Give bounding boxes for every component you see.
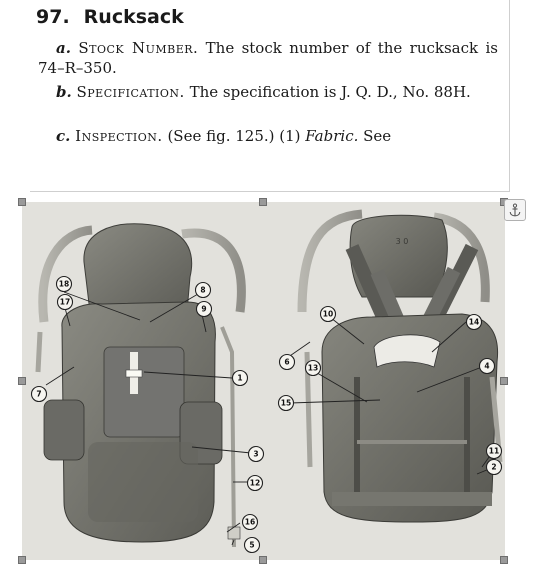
- paragraph-letter: a.: [56, 39, 71, 57]
- svg-text:18: 18: [58, 279, 70, 289]
- resize-handle-bottom-center[interactable]: [259, 556, 267, 564]
- svg-text:8: 8: [200, 285, 206, 295]
- callout-2: [487, 460, 502, 475]
- svg-text:16: 16: [244, 517, 256, 527]
- callout-7: [32, 387, 47, 402]
- svg-text:13: 13: [307, 363, 319, 373]
- paragraph-body: (See fig. 125.) (1): [167, 127, 301, 145]
- callout-9: [197, 302, 212, 317]
- resize-handle-middle-left[interactable]: [18, 377, 26, 385]
- section-heading: [36, 6, 184, 28]
- svg-text:14: 14: [468, 317, 480, 327]
- paragraph-heading: Inspection.: [75, 127, 163, 145]
- paragraph-c: [38, 126, 498, 146]
- callout-6: [280, 355, 295, 370]
- resize-handle-bottom-left[interactable]: [18, 556, 26, 564]
- svg-text:11: 11: [488, 446, 500, 456]
- resize-handle-bottom-right[interactable]: [500, 556, 508, 564]
- callout-14: [467, 315, 482, 330]
- svg-text:6: 6: [284, 357, 290, 367]
- paragraph-letter: c.: [56, 127, 71, 145]
- svg-text:5: 5: [249, 540, 255, 550]
- callout-18: [57, 277, 72, 292]
- paragraph-body: The specification is J. Q. D., No. 88H.: [189, 83, 471, 101]
- svg-text:12: 12: [249, 478, 261, 488]
- callout-17: [58, 295, 73, 310]
- callout-8: [196, 283, 211, 298]
- svg-text:10: 10: [322, 309, 334, 319]
- svg-text:4: 4: [484, 361, 490, 371]
- paragraph-b: [38, 82, 498, 102]
- flap-mark: 3 0: [395, 237, 409, 246]
- svg-text:7: 7: [36, 389, 42, 399]
- svg-text:9: 9: [201, 304, 207, 314]
- paragraph-subheading: Fabric.: [305, 127, 359, 145]
- text-frame[interactable]: [30, 0, 510, 192]
- callout-5: [245, 538, 260, 553]
- paragraph-body: The stock number of the rucksack is 74–R–350.: [38, 39, 498, 77]
- callout-11: [487, 444, 502, 459]
- anchor-glyph: [508, 203, 522, 217]
- paragraph-body: See: [363, 127, 392, 145]
- section-number: 97.: [36, 6, 70, 28]
- paragraph-a: [38, 38, 498, 78]
- anchor-icon[interactable]: [504, 199, 526, 221]
- resize-handle-top-left[interactable]: [18, 198, 26, 206]
- resize-handle-middle-right[interactable]: [500, 377, 508, 385]
- figure-image[interactable]: [22, 202, 505, 560]
- svg-text:1: 1: [237, 373, 243, 383]
- callout-3: [249, 447, 264, 462]
- svg-text:2: 2: [491, 462, 497, 472]
- paragraph-heading: Stock Number.: [78, 39, 199, 57]
- callout-16: [243, 515, 258, 530]
- callout-1: [233, 371, 248, 386]
- callout-15: [279, 396, 294, 411]
- section-title: Rucksack: [83, 6, 184, 28]
- svg-text:17: 17: [59, 297, 71, 307]
- callout-13: [306, 361, 321, 376]
- paragraph-heading: Specification.: [76, 83, 185, 101]
- callout-10: [321, 307, 336, 322]
- rucksack-photo: [22, 202, 505, 560]
- svg-text:15: 15: [280, 398, 292, 408]
- resize-handle-top-center[interactable]: [259, 198, 267, 206]
- svg-text:3: 3: [253, 449, 259, 459]
- callout-12: [248, 476, 263, 491]
- callout-4: [480, 359, 495, 374]
- paragraph-letter: b.: [56, 83, 72, 101]
